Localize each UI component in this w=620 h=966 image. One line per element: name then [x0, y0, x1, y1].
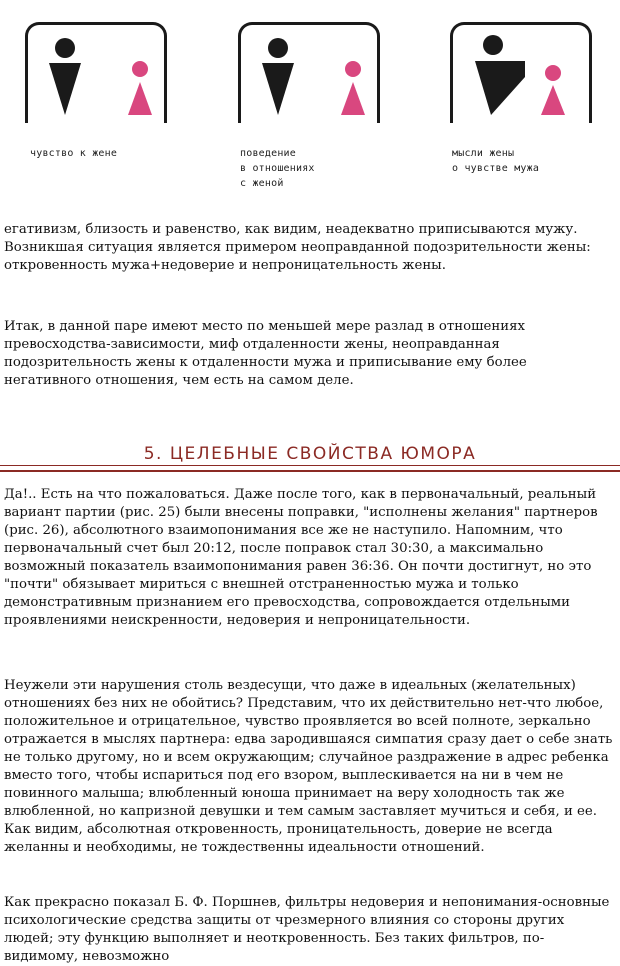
figures-behavior-icon	[241, 25, 377, 123]
figures-thoughts-icon	[453, 25, 589, 123]
male-head-icon	[483, 35, 503, 55]
male-head-icon	[268, 38, 288, 58]
panel-wife-thoughts	[450, 22, 592, 123]
paragraph-4: Неужели эти нарушения столь вездесущи, что даже в идеальных (желательных) отношениях без них не обойтись? Представим, что их действительно нет-что любое, положительное и отрицательное, чувство проявляется во всей полноте, зеркально отражается в мыслях партнера: едва зародившаяся симпатия сразу дает о себе знать не только другому, но и всем окружающим; случайное раздражение в адрес ребенка вместо того, чтобы испариться под его взором, выплескивается на ни в чем не повинного малыша; влюбленный юноша принимает на веру холодность так же влюбленной, но капризной девушки и тем самым заставляет мучиться и себя, и ее. Как видим, абсолютная откровенность, проницательность, доверие не всегда желанны и необходимы, не тождественны идеальности отношений.	[4, 678, 613, 855]
figures-feeling-icon	[28, 25, 164, 123]
female-body-icon	[128, 82, 152, 115]
paragraph-2: Итак, в данной паре имеют место по меньшей мере разлад в отношениях превосходства-зависимости, миф отдаленности жены, неоправданная подозрительность жены к отдаленности мужа и приписывание ему более негативного отношения, чем есть на самом деле.	[4, 319, 527, 388]
male-body-icon	[49, 63, 81, 115]
female-head-icon	[545, 65, 561, 81]
paragraph-5: Как прекрасно показал Б. Ф. Поршнев, фильтры недоверия и непонимания-основные психологические средства защиты от чрезмерного влияния со стороны других людей; эту функцию выполняет и неоткровенность. Без таких фильтров, по-видимому, невозможно	[4, 895, 610, 964]
male-head-icon	[55, 38, 75, 58]
section-divider-thick	[0, 470, 620, 472]
female-body-icon	[541, 85, 565, 115]
section-divider	[0, 465, 620, 466]
section-heading: 5. ЦЕЛЕБНЫЕ СВОЙСТВА ЮМОРА	[143, 444, 477, 464]
caption-behavior: поведение в отношениях с женой	[240, 148, 315, 189]
female-body-icon	[341, 82, 365, 115]
female-head-icon	[132, 61, 148, 77]
male-body-icon	[475, 61, 525, 115]
paragraph-3: Да!.. Есть на что пожаловаться. Даже после того, как в первоначальный, реальный вариант партии (рис. 25) были внесены поправки, "исполнены желания" партнеров (рис. 26), абсолютного взаимопонимания все же не наступило. Напомним, что первоначальный счет был 20:12, после поправок стал 30:30, а максимально возможный показатель взаимопонимания равен 36:36. Он почти достигнут, но это "почти" обязывает мириться с внешней отстраненностью мужа и только демонстративным признанием его превосходства, сопровождается отдельными проявлениями неискренности, недоверия и непроницательности.	[4, 487, 598, 628]
figure-illustration	[0, 0, 620, 205]
female-head-icon	[345, 61, 361, 77]
paragraph-1: егативизм, близость и равенство, как видим, неадекватно приписываются мужу. Возникшая ситуация является примером неоправданной подозрительности жены: откровенность мужа+недоверие и непроницательность жены.	[4, 222, 591, 273]
panel-behavior-with-wife	[238, 22, 380, 123]
male-body-icon	[262, 63, 294, 115]
caption-feeling: чувство к жене	[30, 148, 118, 159]
caption-thoughts: мысли жены о чувстве мужа	[452, 148, 540, 174]
panel-feeling-to-wife	[25, 22, 167, 123]
